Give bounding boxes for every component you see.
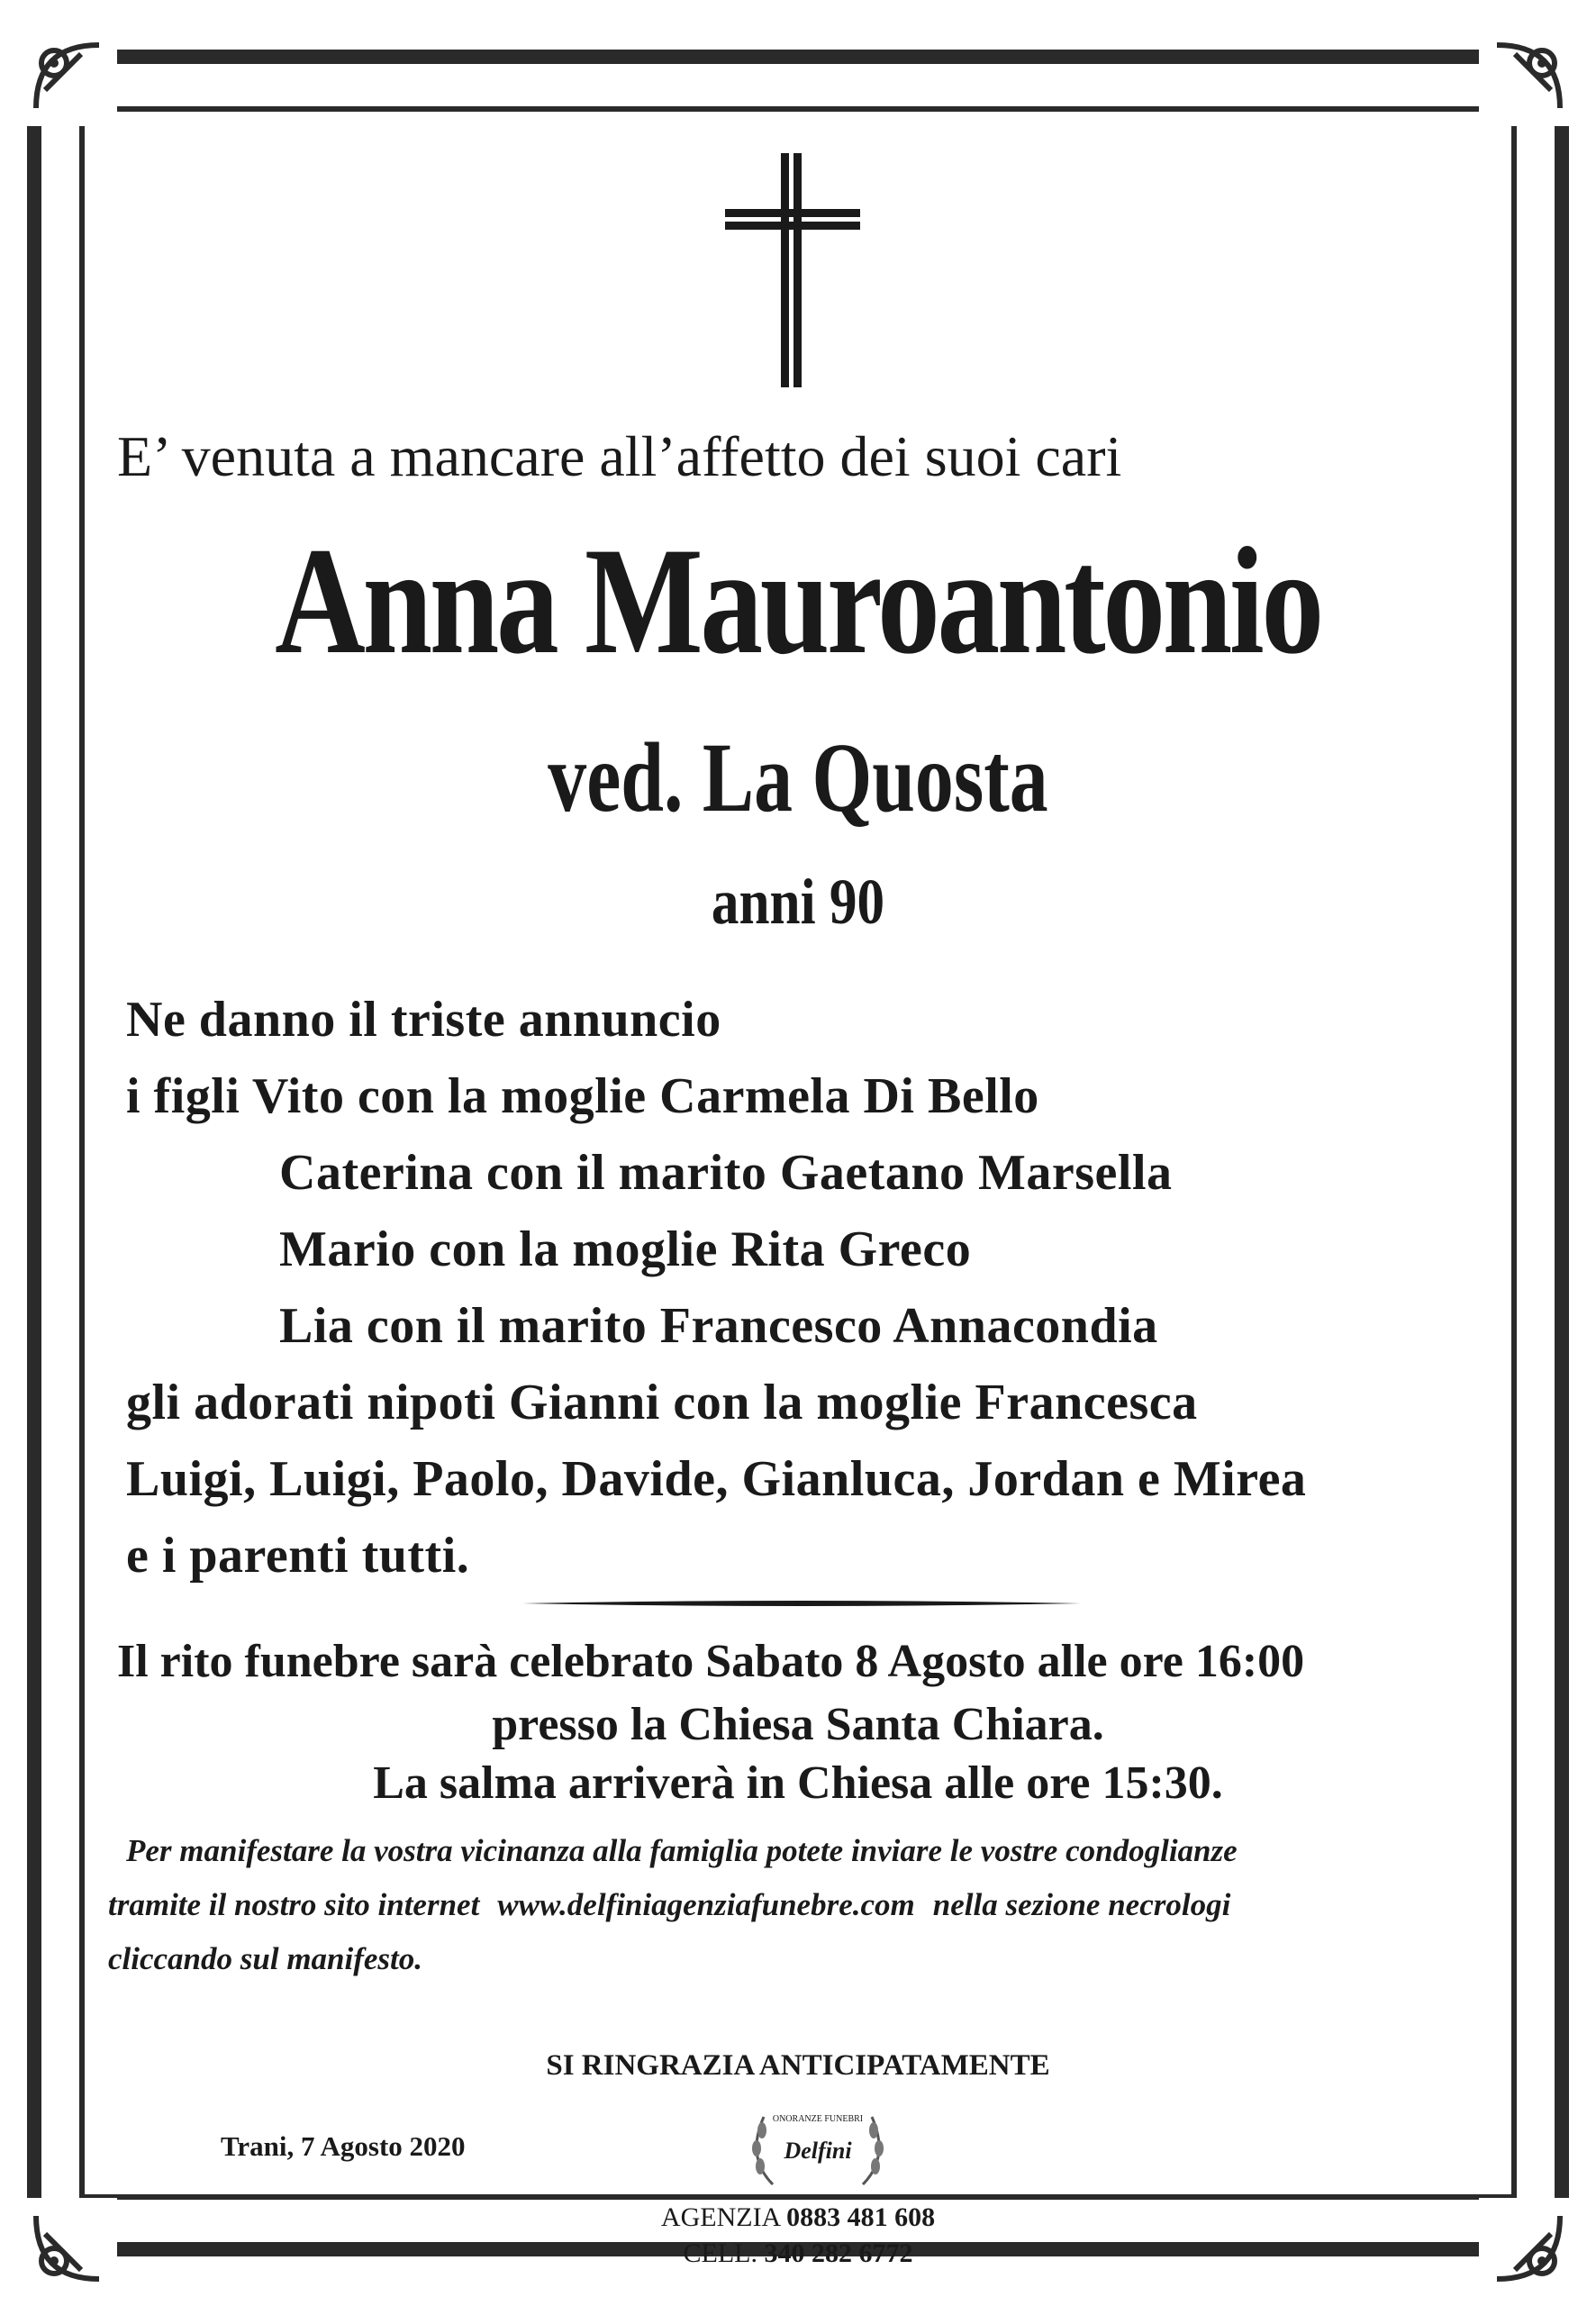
cross-icon [725, 153, 860, 387]
announcement-line: Caterina con il marito Gaetano Marsella [279, 1145, 1173, 1201]
logo-name: Delfini [784, 2138, 852, 2164]
cell-label: CELL. [683, 2238, 757, 2268]
condolence-note: Per manifestare la vostra vicinanza alla famiglia potete inviare le vostre condoglianze [126, 1833, 1238, 1868]
cell-contact [0, 2238, 1596, 2269]
divider [522, 1600, 1081, 1607]
announcement-line: i figli Vito con la moglie Carmela Di Bello [126, 1068, 1039, 1124]
intro-text: E’ venuta a mancare all’affetto dei suoi cari [117, 424, 1122, 488]
agency-label: AGENZIA [660, 2202, 780, 2232]
rite-line: presso la Chiesa Santa Chiara. [492, 1699, 1104, 1750]
agency-phone[interactable]: 0883 481 608 [786, 2202, 936, 2232]
deceased-name: Anna Mauroantonio [275, 516, 1321, 685]
announcement-line: Mario con la moglie Rita Greco [279, 1221, 972, 1277]
rite-line: Il rito funebre sarà celebrato Sabato 8 Agosto alle ore 16:00 [117, 1636, 1305, 1687]
place-date: Trani, 7 Agosto 2020 [221, 2130, 466, 2162]
announcement-line: Lia con il marito Francesco Annacondia [279, 1298, 1158, 1354]
announcement-line: gli adorati nipoti Gianni con la moglie Francesca [126, 1375, 1198, 1430]
agency-contact [0, 2202, 1596, 2233]
condolence-note [108, 1887, 1230, 1923]
rite-line: La salma arriverà in Chiesa alle ore 15:30. [373, 1757, 1223, 1809]
website-link[interactable]: www.delfiniagenziafunebre.com [497, 1887, 915, 1922]
widow-of: ved. La Quosta [548, 722, 1048, 832]
agency-logo [737, 2103, 899, 2193]
age: anni 90 [711, 866, 885, 938]
logo-subtitle: ONORANZE FUNEBRI [772, 2114, 864, 2124]
ornament-icon [1479, 27, 1578, 126]
condolence-note-text: tramite il nostro sito internet [108, 1887, 480, 1922]
cell-phone[interactable]: 340 282 6772 [764, 2238, 913, 2268]
announcement-line: Ne danno il triste annuncio [126, 992, 721, 1048]
condolence-note: cliccando sul manifesto. [108, 1941, 423, 1976]
announcement-line: e i parenti tutti. [126, 1528, 470, 1584]
ornament-icon [18, 27, 117, 126]
announcement-line: Luigi, Luigi, Paolo, Davide, Gianluca, Jordan e Mirea [126, 1451, 1307, 1507]
thanks-text: SI RINGRAZIA ANTICIPATAMENTE [546, 2049, 1050, 2082]
condolence-note-text: nella sezione necrologi [932, 1887, 1231, 1922]
